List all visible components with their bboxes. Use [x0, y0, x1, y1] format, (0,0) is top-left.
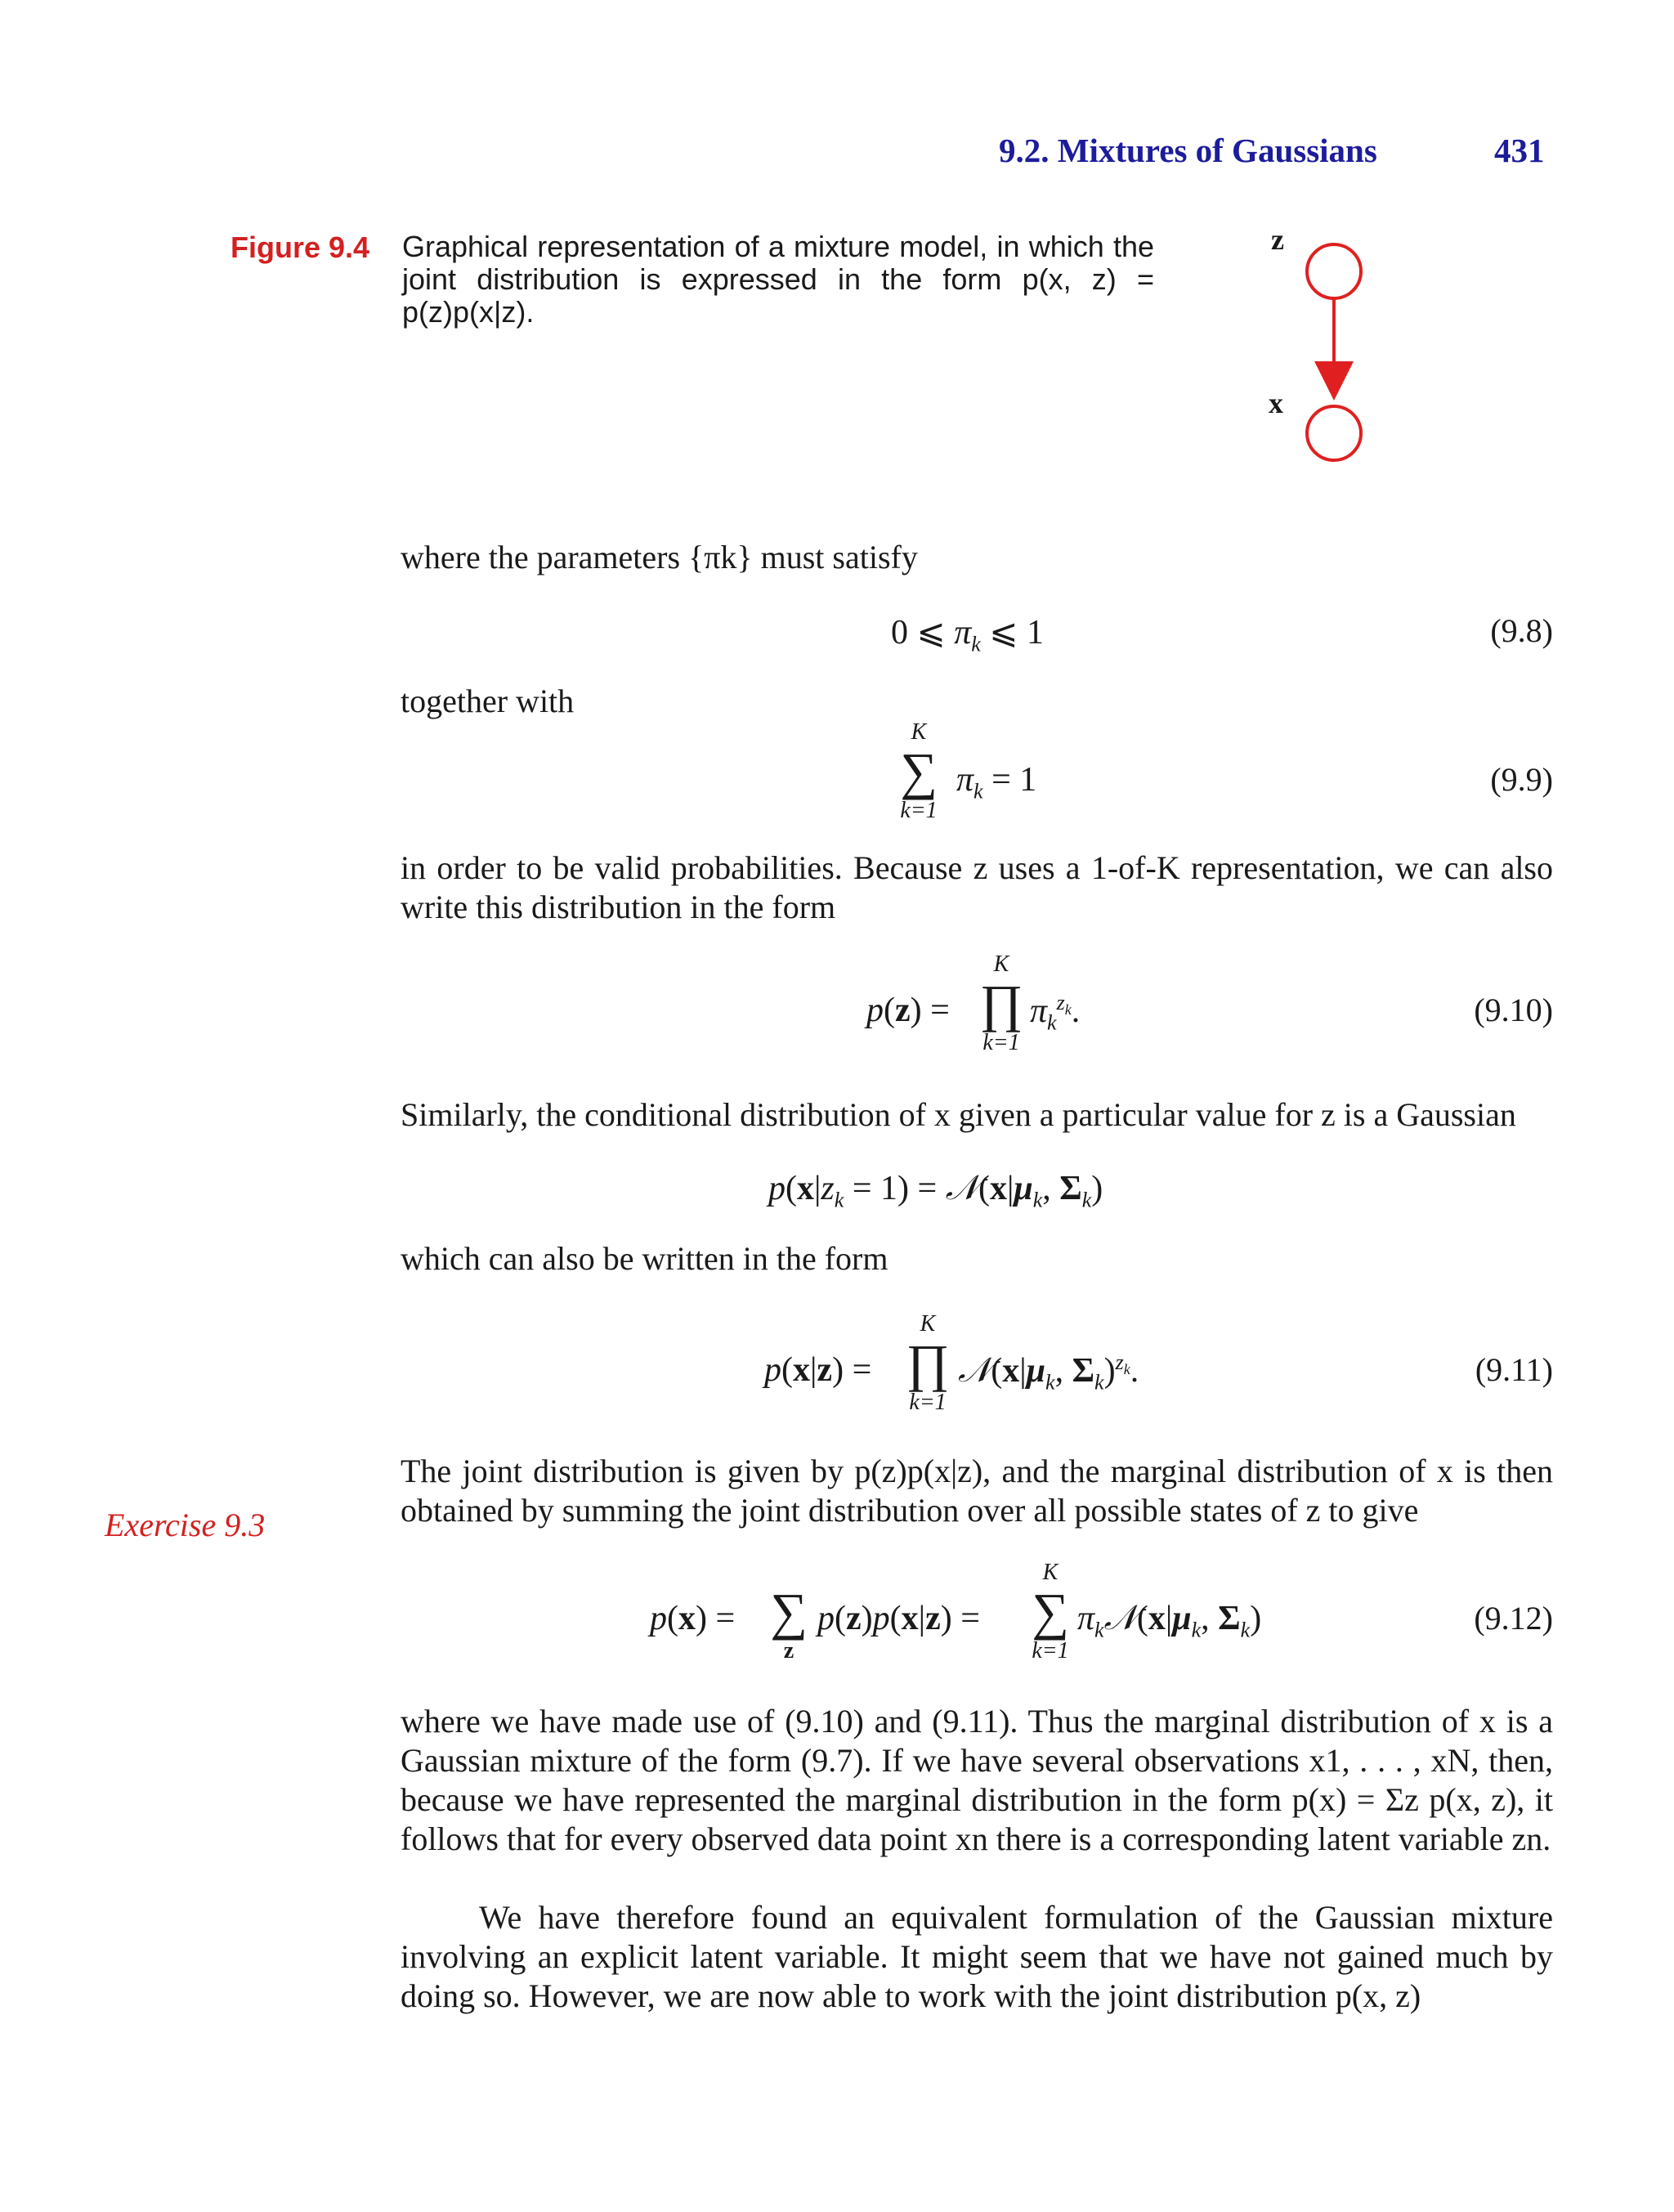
- paragraph-5: which can also be written in the form: [401, 1240, 888, 1277]
- node-x: [1307, 406, 1361, 460]
- sum-limits-9-12-a: ∑ z: [770, 1583, 808, 1663]
- equation-9-8: 0 ⩽ $\pi_k$ ⩽ 1: [891, 614, 1044, 656]
- equation-number-9-11: (9.11): [1475, 1351, 1553, 1388]
- equation-conditional: $p(x|z_k = 1)$ = $𝒩(x|\mu_k$, $\Sigma_k$): [768, 1170, 1103, 1212]
- equation-9-10-lhs: p(z) =: [866, 992, 950, 1029]
- product-limits-9-10: K ∏ k=1: [979, 952, 1023, 1055]
- equation-9-12-lhs: p(x) =: [650, 1600, 736, 1637]
- equation-9-12-mid: p(z)p(x|z) =: [817, 1600, 980, 1637]
- node-z: [1307, 244, 1361, 298]
- equation-9-9: $\pi_k = 1$: [956, 761, 1037, 804]
- equation-number-9-12: (9.12): [1474, 1600, 1553, 1637]
- exercise-margin-note[interactable]: Exercise 9.3: [105, 1507, 266, 1543]
- section-header[interactable]: 9.2. Mixtures of Gaussians: [999, 132, 1377, 169]
- paragraph-1: where the parameters {πk} must satisfy: [401, 539, 918, 575]
- equation-9-10-rhs: $\pi_k^{z_k}$.: [1030, 991, 1081, 1035]
- paragraph-3: in order to be valid probabilities. Because z uses a 1-of-K representation, we can also write this distribution in the form: [401, 849, 1553, 925]
- paragraph-2: together with: [401, 683, 575, 719]
- node-z-label: z: [1271, 223, 1284, 256]
- node-x-label: x: [1269, 387, 1283, 419]
- equation-number-9-10: (9.10): [1474, 992, 1553, 1028]
- paragraph-4: Similarly, the conditional distribution of x given a particular value for z is a Gaussian: [401, 1096, 1516, 1133]
- figure-caption: Graphical representation of a mixture model, in which the joint distribution is expressed in the form p(x, z) = p(z)p(x|z).: [402, 230, 1154, 329]
- graphical-model-diagram: [1242, 221, 1406, 482]
- paragraph-8: We have therefore found an equivalent formulation of the Gaussian mixture involving an explicit latent variable. It might seem that we have not gained much by doing so. However, we are now able to work with the joint distribution p(x, z): [401, 1899, 1553, 2014]
- equation-number-9-9: (9.9): [1490, 761, 1553, 798]
- product-limits-9-11: K ∏ k=1: [906, 1311, 950, 1415]
- page-number: 431: [1494, 132, 1545, 169]
- equation-9-12-rhs: $\pi_k𝒩(x|\mu_k$, $\Sigma_k$): [1077, 1600, 1262, 1642]
- sum-limits-9-9: K ∑ k=1: [900, 719, 938, 823]
- figure-label: Figure 9.4: [231, 231, 370, 264]
- paragraph-6: The joint distribution is given by p(z)p(x|z), and the marginal distribution of x is then obtained by summing the joint distribution over all possible states of z to give: [401, 1453, 1553, 1529]
- sum-limits-9-12-b: K ∑ k=1: [1032, 1560, 1069, 1663]
- equation-9-11-lhs: p(x|z) =: [764, 1351, 872, 1389]
- equation-number-9-8: (9.8): [1490, 612, 1553, 649]
- paragraph-7: where we have made use of (9.10) and (9.11). Thus the marginal distribution of x is a Gaussian mixture of the form (9.7). If we have several observations x1, . . . , xN, then, because we have represented the marginal distribution in the form p(x) = Σz p(x, z), it follows that for every observed data point xn there is a corresponding latent variable zn.: [401, 1703, 1553, 1857]
- equation-9-11-rhs: $𝒩(x|\mu_k$, $\Sigma_k)^{z_k}$.: [958, 1350, 1139, 1395]
